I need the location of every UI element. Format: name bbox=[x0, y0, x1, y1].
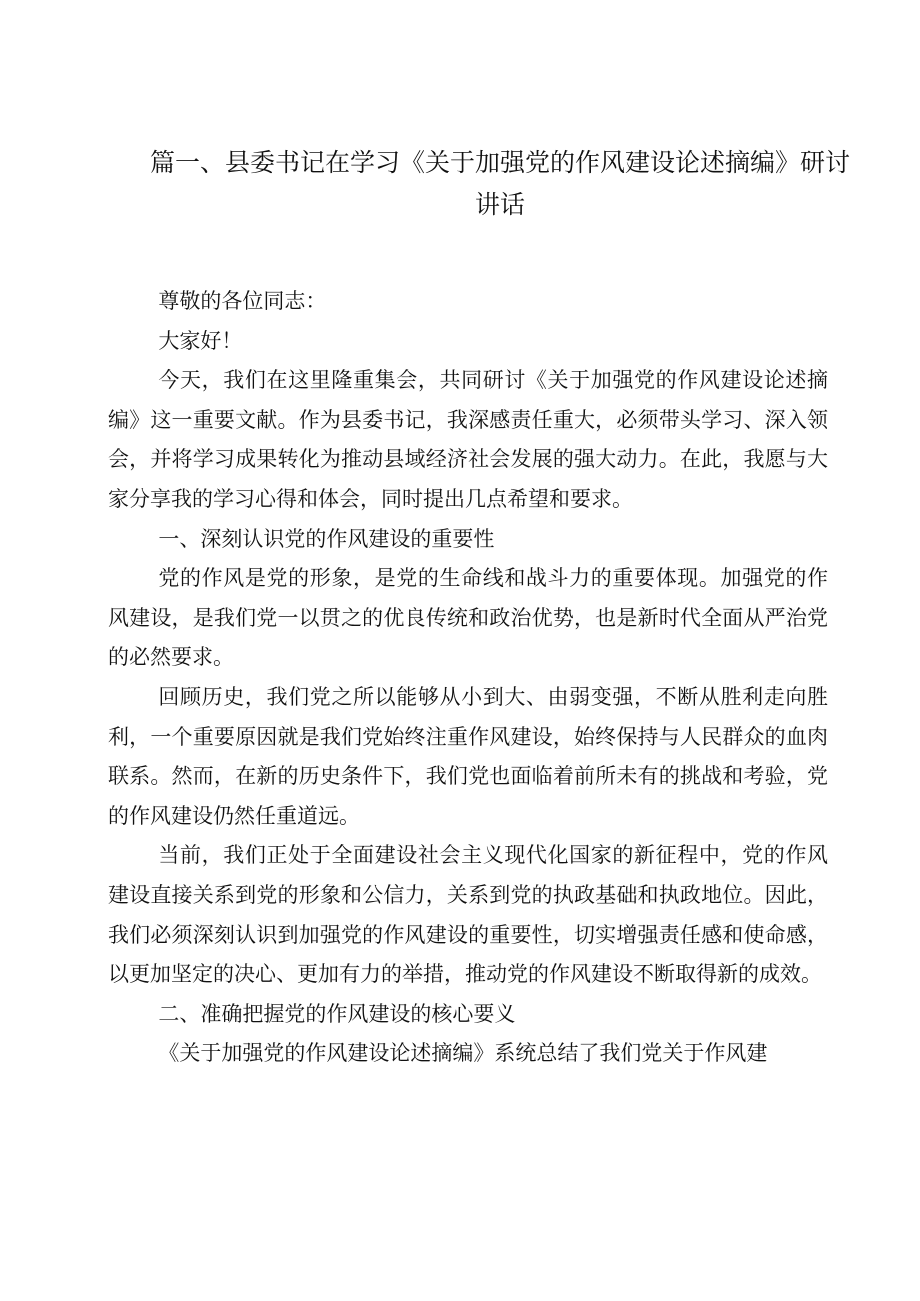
paragraph: 党的作风是党的形象，是党的生命线和战斗力的重要体现。加强党的作风建设，是我们党一以贯之的优良传统和政治优势，也是新时代全面从严治党的必然要求。 bbox=[108, 566, 828, 670]
paragraph: 当前，我们正处于全面建设社会主义现代化国家的新征程中，党的作风建设直接关系到党的形象和公信力，关系到党的执政基础和执政地位。因此，我们必须深刻认识到加强党的作风建设的重要性，切实增强责任感和使命感，以更加坚定的决心、更加有力的举措，推动党的作风建设不断取得新的成效。 bbox=[108, 843, 828, 987]
salutation: 尊敬的各位同志： bbox=[158, 289, 327, 313]
document-title: 篇一、县委书记在学习《关于加强党的作风建设论述摘编》研讨讲话 bbox=[150, 148, 851, 219]
section-heading-1: 一、深刻认识党的作风建设的重要性 bbox=[158, 526, 495, 551]
document-body bbox=[108, 282, 828, 1074]
paragraph: 回顾历史，我们党之所以能够从小到大、由弱变强，不断从胜利走向胜利，一个重要原因就是我们党始终注重作风建设，始终保持与人民群众的血肉联系。然而，在新的历史条件下，我们党也面临着前所未有的挑战和考验，党的作风建设仍然任重道远。 bbox=[108, 684, 828, 828]
paragraph-intro: 今天，我们在这里隆重集会，共同研讨《关于加强党的作风建设论述摘编》这一重要文献。作为县委书记，我深感责任重大，必须带头学习、深入领会，并将学习成果转化为推动县域经济社会发展的强大动力。在此，我愿与大家分享我的学习心得和体会，同时提出几点希望和要求。 bbox=[108, 368, 828, 511]
greeting: 大家好！ bbox=[158, 328, 243, 353]
paragraph-truncated: 《关于加强党的作风建设论述摘编》系统总结了我们党关于作风建 bbox=[158, 1041, 768, 1066]
section-heading-2: 二、准确把握党的作风建设的核心要义 bbox=[158, 1001, 516, 1026]
